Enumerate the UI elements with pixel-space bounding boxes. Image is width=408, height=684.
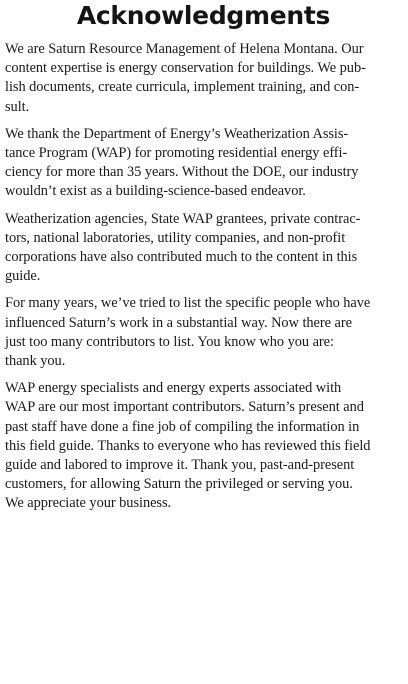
paragraph-line: customers, for allowing Saturn the privileged or serving you. bbox=[5, 476, 353, 493]
paragraph-wap-specialists bbox=[5, 379, 402, 513]
paragraph-contributors bbox=[5, 210, 402, 287]
paragraph-line: guide. bbox=[5, 268, 41, 285]
paragraph-line: past staff have done a fine job of compiling the information in bbox=[5, 418, 360, 435]
paragraph-line: For many years, we’ve tried to list the specific people who have bbox=[5, 295, 371, 312]
paragraph-line: WAP are our most important contributors. Saturn’s present and bbox=[5, 399, 364, 416]
paragraph-line: Weatherization agencies, State WAP grantees, private contrac- bbox=[5, 210, 361, 227]
paragraph-line: We thank the Department of Energy’s Weatherization Assis- bbox=[5, 125, 349, 142]
paragraph-line: sult. bbox=[5, 98, 30, 115]
paragraph-line: just too many contributors to list. You know who you are: bbox=[5, 333, 334, 350]
paragraph-line: this field guide. Thanks to everyone who has reviewed this field bbox=[5, 437, 371, 454]
paragraph-about-saturn bbox=[5, 40, 402, 117]
page-title: Acknowledgments bbox=[76, 1, 331, 30]
paragraph-line: ciency for more than 35 years. Without the DOE, our industry bbox=[5, 164, 359, 181]
paragraph-line: influenced Saturn’s work in a substantial way. Now there are bbox=[5, 314, 352, 331]
paragraph-line: tance Program (WAP) for promoting residential energy effi- bbox=[5, 145, 348, 162]
paragraph-line: guide and labored to improve it. Thank you, past-and-present bbox=[5, 457, 355, 474]
paragraph-line: We are Saturn Resource Management of Helena Montana. Our bbox=[5, 41, 364, 57]
acknowledgments-body bbox=[5, 40, 402, 514]
paragraph-line: WAP energy specialists and energy experts associated with bbox=[5, 380, 342, 397]
paragraph-line: wouldn’t exist as a building-science-based endeavor. bbox=[5, 183, 306, 200]
paragraph-thank-you bbox=[5, 294, 402, 371]
paragraph-line: tors, national laboratories, utility companies, and non-profit bbox=[5, 229, 346, 246]
paragraph-line: lish documents, create curricula, implement training, and con- bbox=[5, 79, 360, 96]
paragraph-line: content expertise is energy conservation for buildings. We pub- bbox=[5, 60, 366, 77]
paragraph-thank-doe bbox=[5, 125, 402, 202]
paragraph-line: corporations have also contributed much to the content in this bbox=[5, 249, 358, 266]
paragraph-line: thank you. bbox=[5, 353, 66, 370]
paragraph-line: We appreciate your business. bbox=[5, 495, 172, 512]
